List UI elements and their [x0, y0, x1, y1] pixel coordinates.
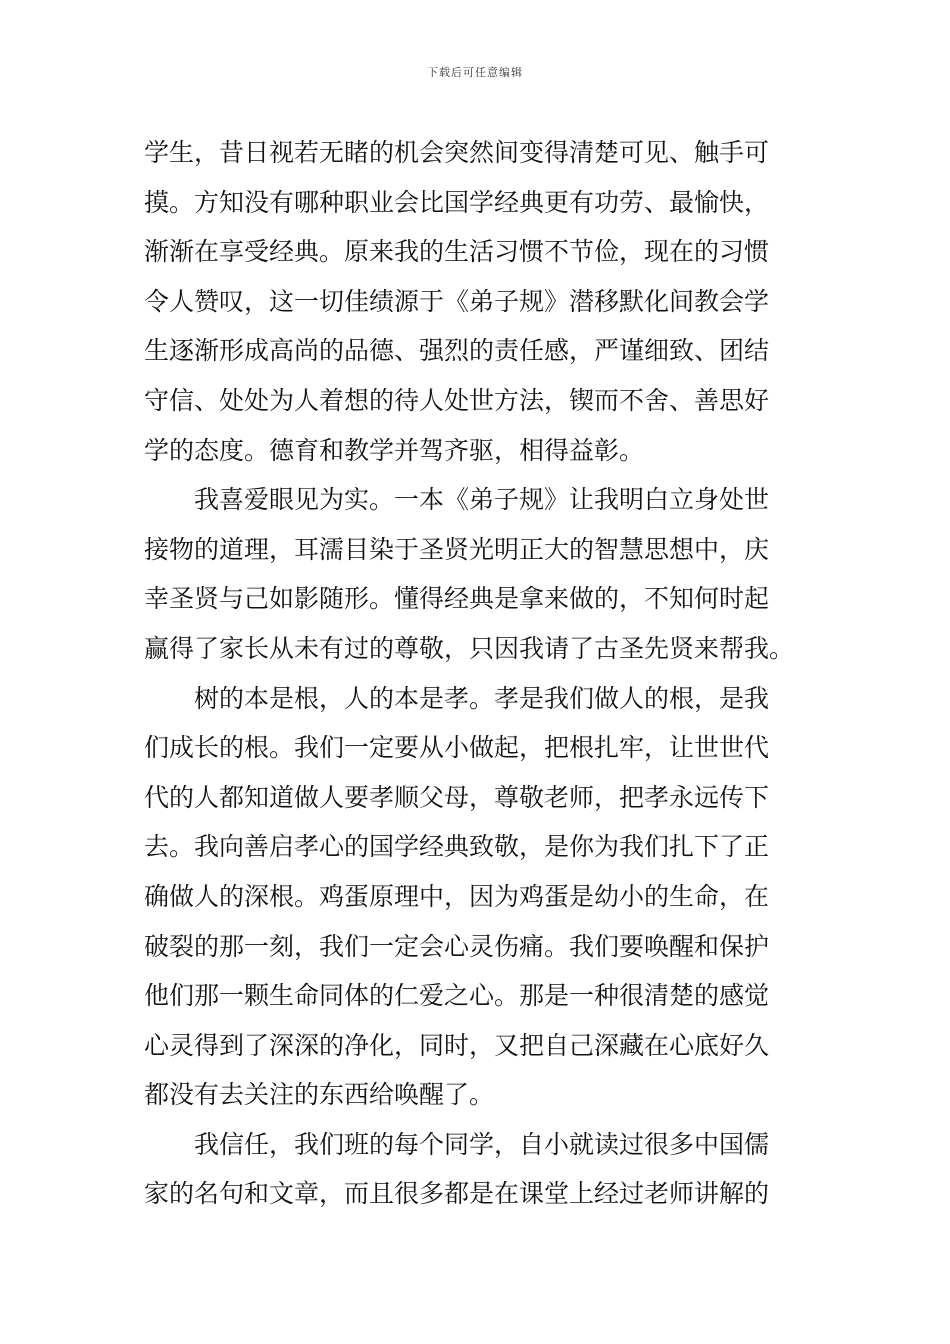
text-line: 确做人的深根。鸡蛋原理中，因为鸡蛋是幼小的生命，在 [144, 881, 770, 911]
text-line: 学生，昔日视若无睹的机会突然间变得清楚可见、触手可 [144, 138, 770, 167]
text-line: 令人赞叹，这一切佳绩源于《弟子规》潜移默化间教会学 [144, 286, 770, 316]
text-line: 去。我向善启孝心的国学经典致敬，是你为我们扎下了正 [144, 832, 770, 862]
text-line: 心灵得到了深深的净化，同时，又把自己深藏在心底好久 [144, 1030, 770, 1060]
text-line: 生逐渐形成高尚的品德、强烈的责任感，严谨细致、团结 [144, 336, 770, 366]
text-line: 摸。方知没有哪种职业会比国学经典更有功劳、最愉快， [144, 187, 770, 217]
text-line: 都没有去关注的东西给唤醒了。 [144, 1080, 495, 1110]
text-line: 接物的道理，耳濡目染于圣贤光明正大的智慧思想中，庆 [144, 534, 770, 564]
text-line: 学的态度。德育和教学并驾齐驱，相得益彰。 [144, 435, 645, 465]
text-line: 他们那一颗生命同体的仁爱之心。那是一种很清楚的感觉 [144, 981, 770, 1011]
text-line: 渐渐在享受经典。原来我的生活习惯不节俭，现在的习惯 [144, 237, 770, 267]
page-header-note: 下载后可任意编辑 [427, 66, 523, 79]
text-line: 代的人都知道做人要孝顺父母，尊敬老师，把孝永远传下 [144, 782, 770, 812]
text-line: 树的本是根，人的本是孝。孝是我们做人的根，是我 [194, 683, 770, 713]
text-line: 守信、处处为人着想的待人处世方法，锲而不舍、善思好 [144, 385, 770, 415]
text-line: 们成长的根。我们一定要从小做起，把根扎牢，让世世代 [144, 733, 770, 763]
text-line: 家的名句和文章，而且很多都是在课堂上经过老师讲解的 [144, 1179, 770, 1209]
text-line: 幸圣贤与己如影随形。懂得经典是拿来做的，不知何时起 [144, 584, 770, 614]
text-line: 赢得了家长从未有过的尊敬，只因我请了古圣先贤来帮我。 [144, 633, 795, 663]
text-line: 我信任，我们班的每个同学，自小就读过很多中国儒 [194, 1129, 770, 1159]
text-line: 我喜爱眼见为实。一本《弟子规》让我明白立身处世 [194, 485, 770, 515]
text-line: 破裂的那一刻，我们一定会心灵伤痛。我们要唤醒和保护 [144, 931, 770, 961]
document-body [144, 128, 808, 1219]
